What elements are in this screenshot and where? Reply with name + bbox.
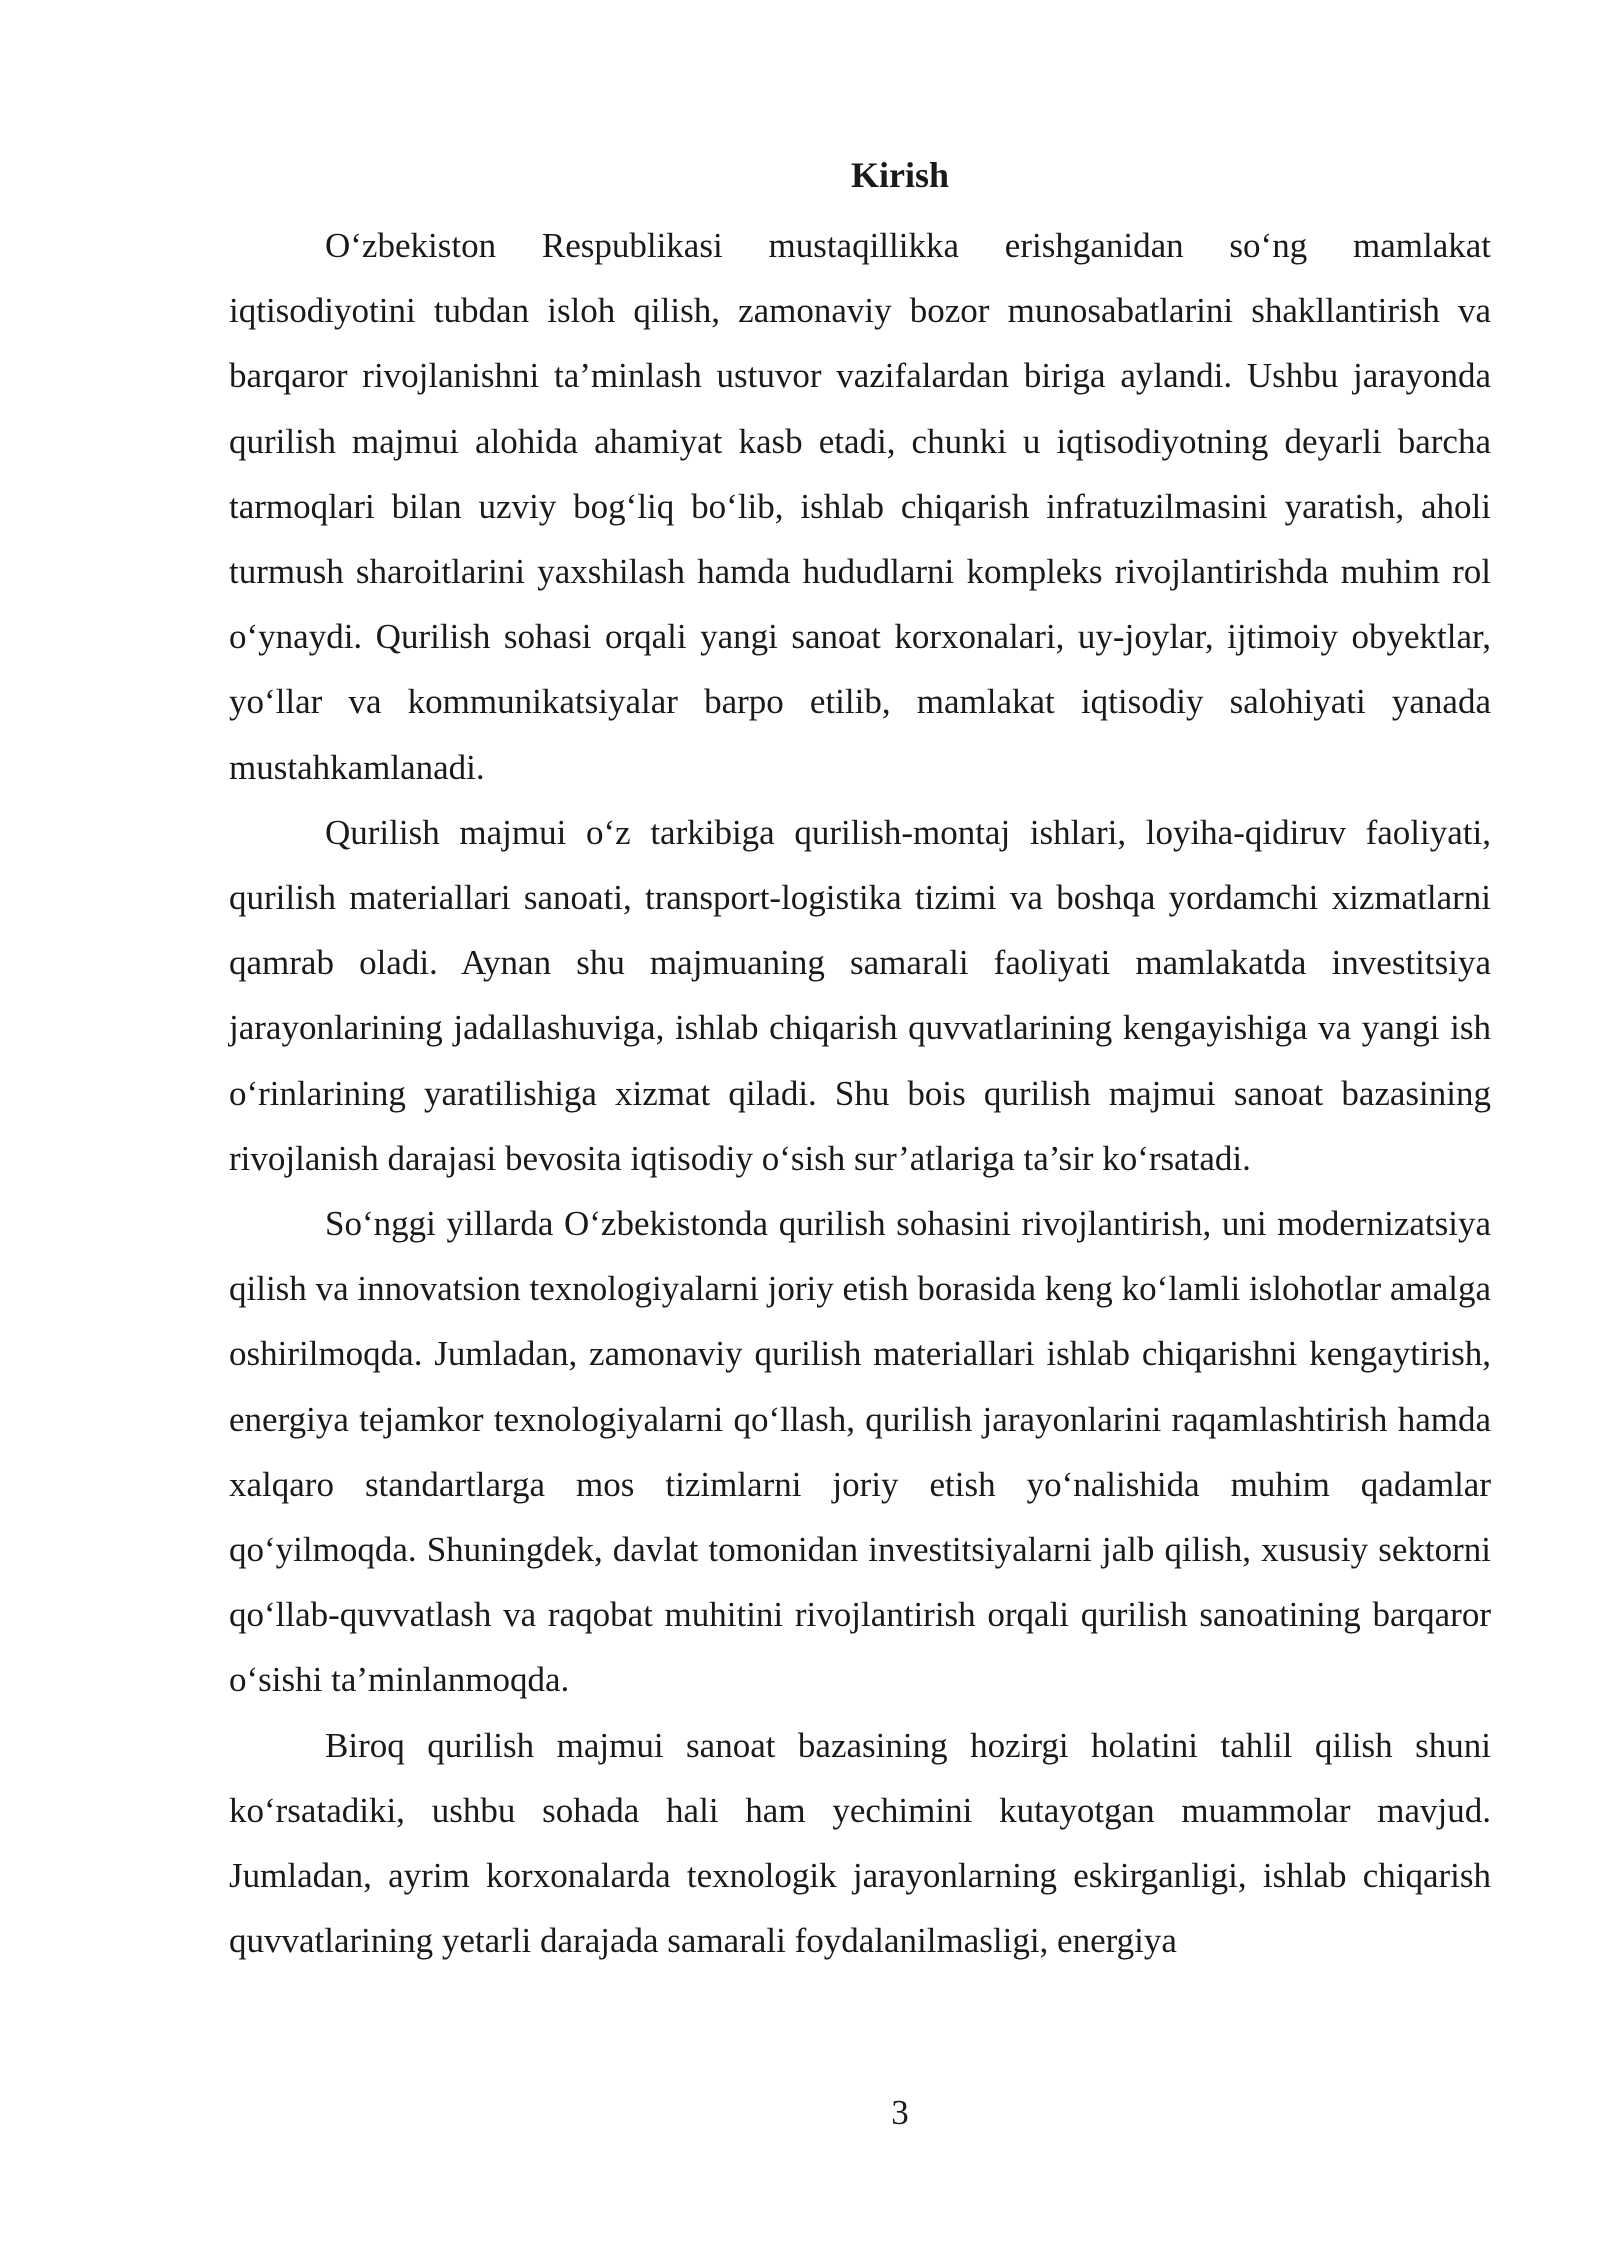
paragraph-2: Qurilish majmui o‘z tarkibiga qurilish-montaj ishlari, loyiha-qidiruv faoliyati, qurilish materiallari sanoati, transport-logistika tizimi va boshqa yordamchi xizmatlarni qamrab oladi. Aynan shu majmuaning samarali faoliyati mamlakatda investitsiya jarayonlarining jadallashuviga, ishlab chiqarish quvvatlarining kengayishiga va yangi ish o‘rinlarining yaratilishiga xizmat qiladi. Shu bois qurilish majmui sanoat bazasining rivojlanish darajasi bevosita iqtisodiy o‘sish sur’atlariga ta’sir ko‘rsatadi. <box>229 812 1491 1178</box>
paragraph-4: Biroq qurilish majmui sanoat bazasining hozirgi holatini tahlil qilish shuni ko‘rsatadiki, ushbu sohada hali ham yechimini kutayotgan muammolar mavjud. Jumladan, ayrim korxonalarda texnologik jarayonlarning eskirganligi, ishlab chiqarish quvvatlarining yetarli darajada samarali foydalanilmasligi, energiya <box>229 1725 1491 1961</box>
paragraph-3: So‘nggi yillarda O‘zbekistonda qurilish sohasini rivojlantirish, uni modernizatsiya qilish va innovatsion texnologiyalarni joriy etish borasida keng ko‘lamli islohotlar amalga oshirilmoqda. Jumladan, zamonaviy qurilish materiallari ishlab chiqarishni kengaytirish, energiya tejamkor texnologiyalarni qo‘llash, qurilish jarayonlarini raqamlashtirish hamda xalqaro standartlarga mos tizimlarni joriy etish yo‘nalishida muhim qadamlar qo‘yilmoqda. Shuningdek, davlat tomonidan investitsiyalarni jalb qilish, xususiy sektorni qo‘llab-quvvatlash va raqobat muhitini rivojlantirish orqali qurilish sanoatining barqaror o‘sishi ta’minlanmoqda. <box>229 1204 1491 1700</box>
section-heading: Kirish <box>850 155 949 195</box>
body-text <box>229 213 1491 1973</box>
page-number: 3 <box>891 2093 909 2132</box>
paragraph-1: O‘zbekiston Respublikasi mustaqillikka erishganidan so‘ng mamlakat iqtisodiyotini tubdan isloh qilish, zamonaviy bozor munosabatlarini shakllantirish va barqaror rivojlanishni ta’minlash ustuvor vazifalardan biriga aylandi. Ushbu jarayonda qurilish majmui alohida ahamiyat kasb etadi, chunki u iqtisodiyotning deyarli barcha tarmoqlari bilan uzviy bog‘liq bo‘lib, ishlab chiqarish infratuzilmasini yaratish, aholi turmush sharoitlarini yaxshilash hamda hududlarni kompleks rivojlantirishda muhim rol o‘ynaydi. Qurilish sohasi orqali yangi sanoat korxonalari, uy-joylar, ijtimoiy obyektlar, yo‘llar va kommunikatsiyalar barpo etilib, mamlakat iqtisodiy salohiyati yanada mustahkamlanadi. <box>229 226 1491 787</box>
